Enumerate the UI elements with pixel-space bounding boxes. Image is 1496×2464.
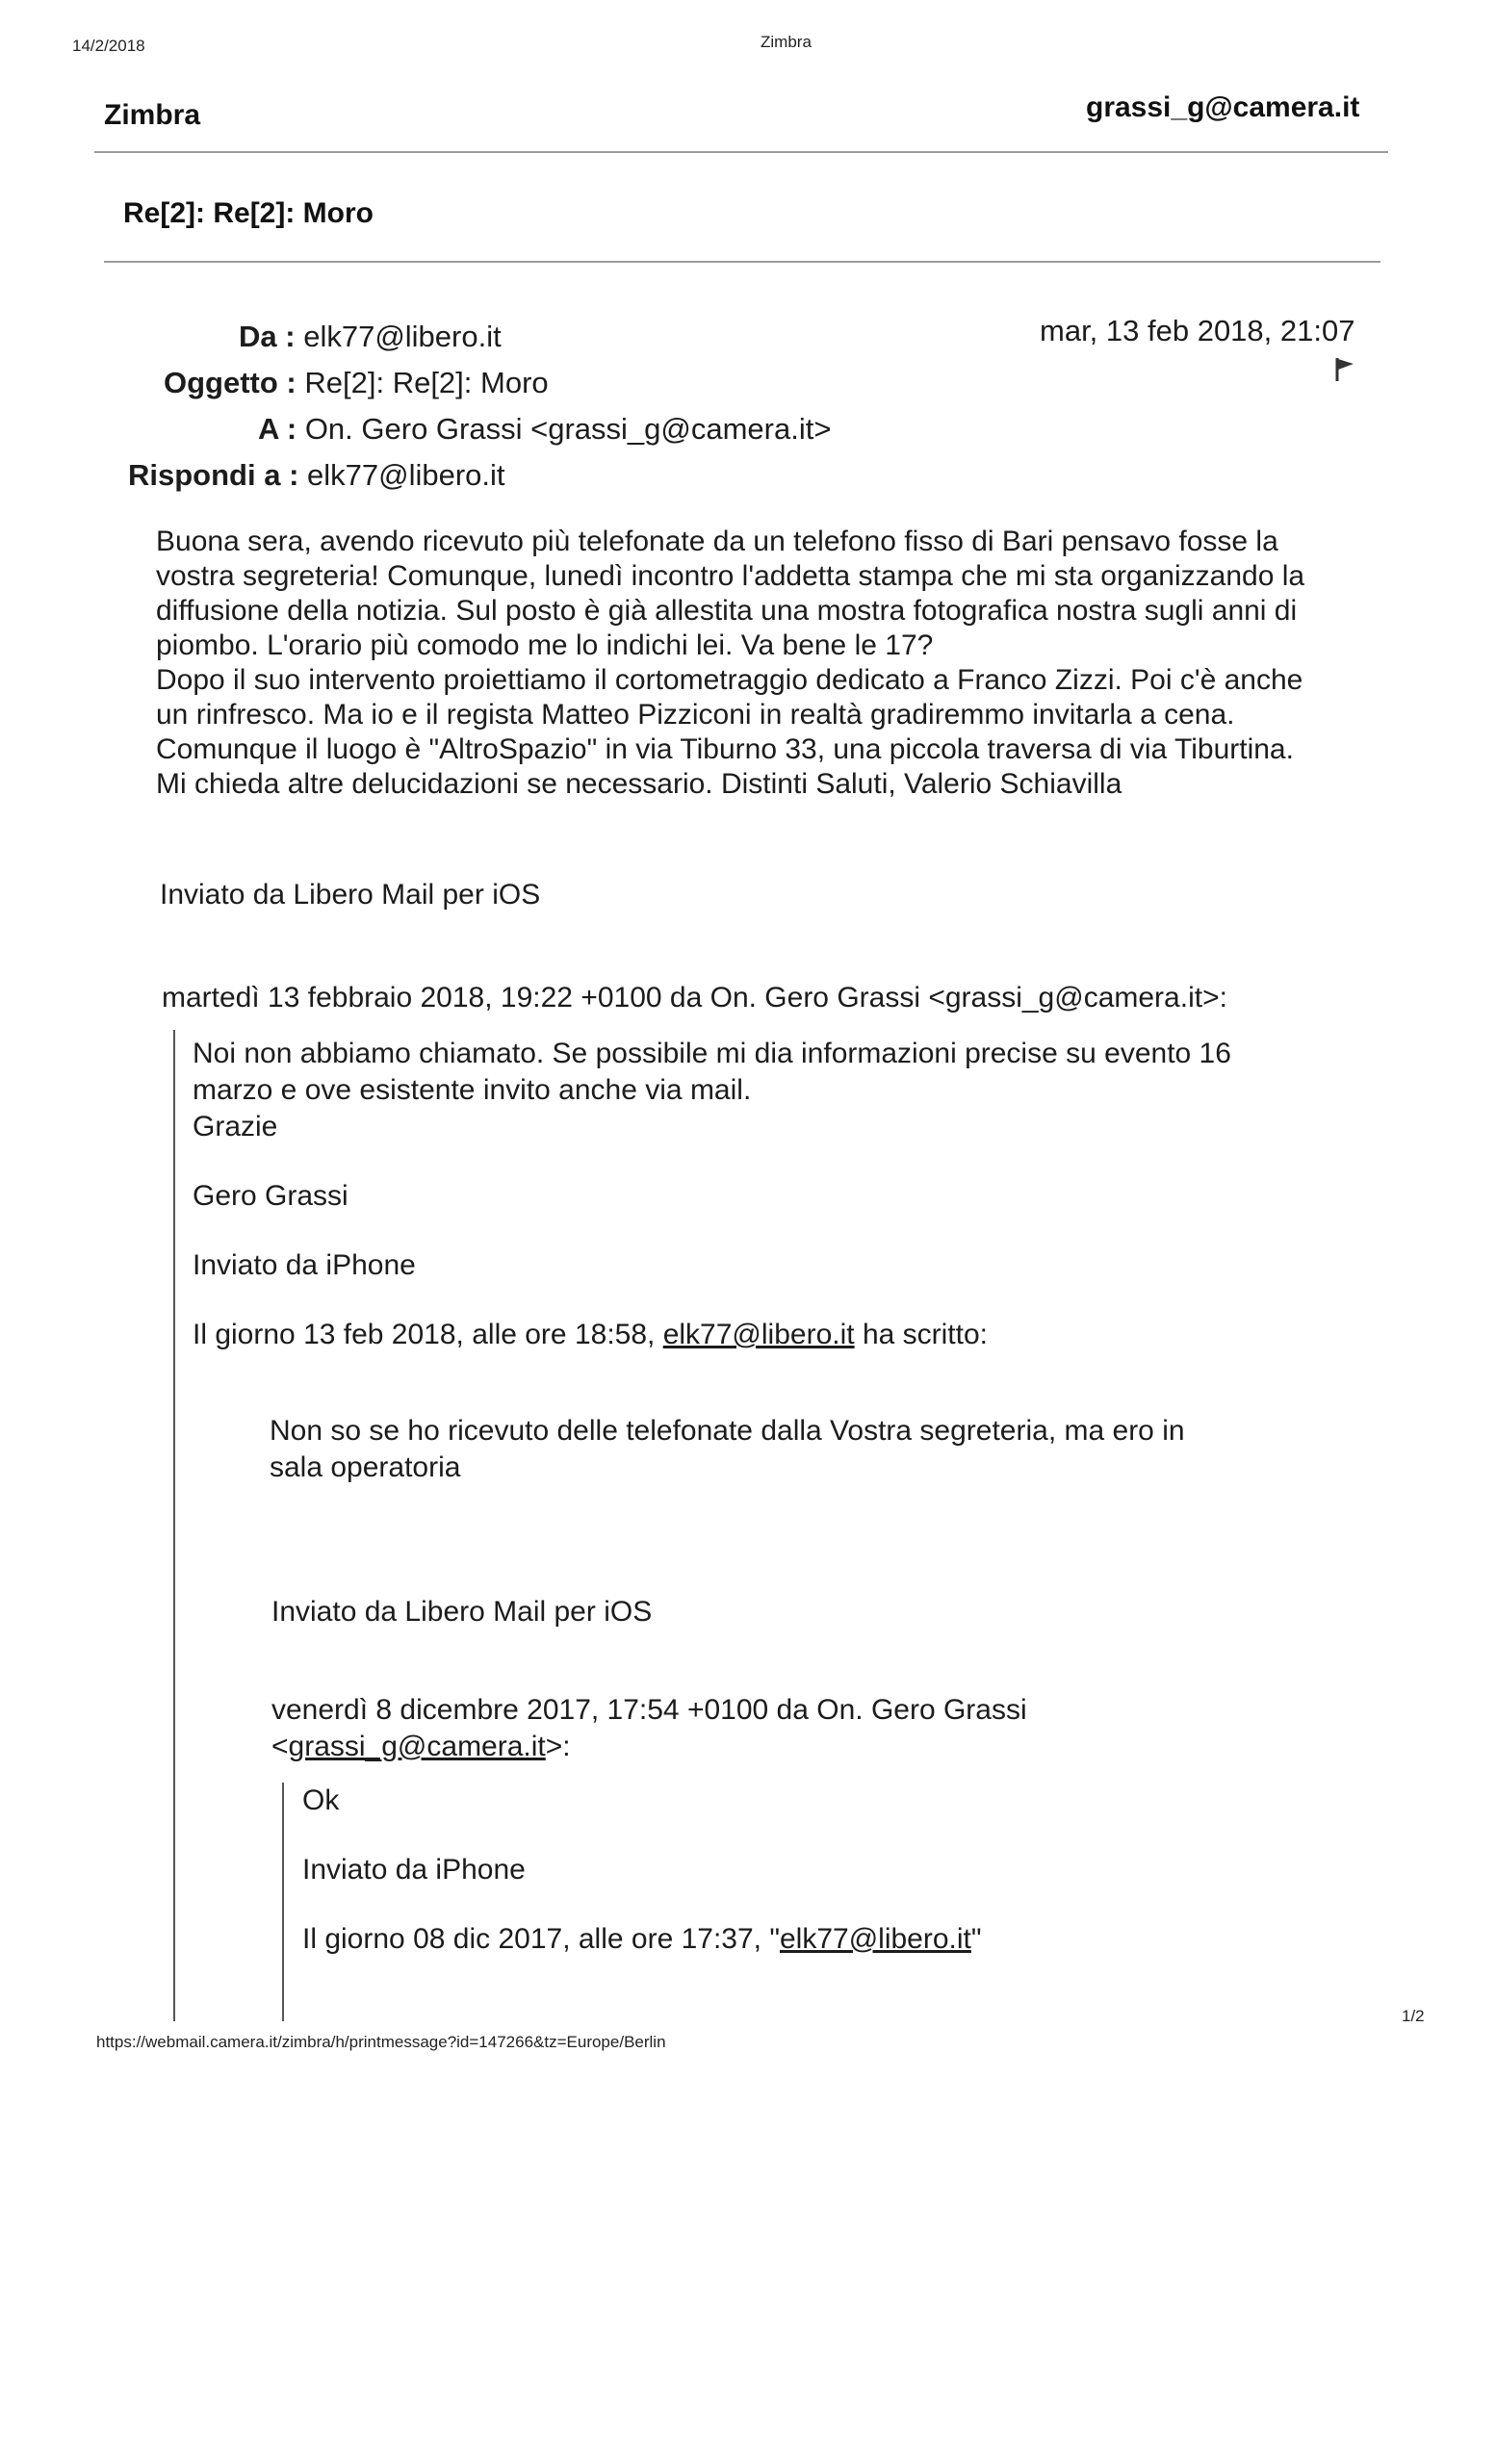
subject-row — [164, 366, 549, 400]
quote-header-close: >: — [545, 1731, 571, 1762]
quote-line: Grazie — [193, 1111, 278, 1142]
body-line: Mi chieda altre delucidazioni se necessario. Distinti Saluti, Valerio Schiavilla — [156, 768, 1122, 800]
subject-title: Re[2]: Re[2]: Moro — [123, 197, 374, 229]
subject-value: Re[2]: Re[2]: Moro — [304, 366, 549, 399]
footer-url: https://webmail.camera.it/zimbra/h/printmessage?id=147266&tz=Europe/Berlin — [96, 2033, 666, 2051]
quote-header-2 — [271, 1692, 1027, 1765]
quote-signature: Inviato da Libero Mail per iOS — [271, 1596, 653, 1628]
signature-libero: Inviato da Libero Mail per iOS — [160, 879, 541, 911]
quote-wrote-line — [193, 1319, 988, 1351]
email-link[interactable]: grassi_g@camera.it — [288, 1731, 546, 1762]
quote-line: Noi non abbiamo chiamato. Se possibile mi dia informazioni precise su evento 16 — [193, 1038, 1231, 1069]
quote-block — [193, 1036, 1231, 1145]
quote-sender-name: Gero Grassi — [193, 1180, 348, 1212]
print-title: Zimbra — [761, 33, 812, 51]
body-line: vostra segreteria! Comunque, lunedì incontro l'addetta stampa che mi sta organizzando la — [156, 560, 1305, 592]
quote-line: marzo e ove esistente invito anche via mail. — [193, 1074, 752, 1106]
quote-header-line — [271, 1729, 1027, 1765]
reply-to-row — [128, 458, 505, 493]
quote-header-line: venerdì 8 dicembre 2017, 17:54 +0100 da On. Gero Grassi — [271, 1694, 1027, 1726]
quote-line: sala operatoria — [270, 1451, 461, 1483]
print-date: 14/2/2018 — [72, 37, 145, 55]
quote-bar — [282, 1783, 284, 2021]
quote-wrote-prefix: Il giorno 08 dic 2017, alle ore 17:37, " — [302, 1923, 780, 1955]
header-divider — [94, 151, 1388, 153]
body-line: diffusione della notizia. Sul posto è già allestita una mostra fotografica nostra sugli anni di — [156, 595, 1298, 627]
message-date: mar, 13 feb 2018, 21:07 — [1040, 314, 1355, 347]
quote-wrote-line — [302, 1923, 982, 1956]
quote-sent-from: Inviato da iPhone — [302, 1854, 526, 1886]
reply-to-value: elk77@libero.it — [307, 458, 505, 492]
from-label: Da : — [239, 320, 296, 353]
body-line: Comunque il luogo è "AltroSpazio" in via Tiburno 33, una piccola traversa di via Tiburtina. — [156, 733, 1294, 765]
subject-label: Oggetto : — [164, 366, 297, 399]
to-row — [258, 412, 831, 447]
quote-header: martedì 13 febbraio 2018, 19:22 +0100 da On. Gero Grassi <grassi_g@camera.it>: — [162, 982, 1227, 1014]
email-link[interactable]: elk77@libero.it — [779, 1923, 971, 1955]
quote-block — [270, 1413, 1185, 1486]
email-link[interactable]: elk77@libero.it — [662, 1319, 855, 1350]
body-line: un rinfresco. Ma io e il regista Matteo Pizziconi in realtà gradiremmo invitarla a cena. — [156, 699, 1235, 731]
flag-icon[interactable] — [1334, 356, 1355, 383]
reply-to-label: Rispondi a : — [128, 458, 299, 492]
from-row — [239, 320, 502, 354]
body-line: Buona sera, avendo ricevuto più telefonate da un telefono fisso di Bari pensavo fosse la — [156, 526, 1278, 557]
quote-bar — [173, 1030, 175, 2021]
quote-header-open: < — [271, 1731, 289, 1762]
message-body — [156, 525, 1304, 802]
body-line: Dopo il suo intervento proiettiamo il cortometraggio dedicato a Franco Zizzi. Poi c'è anche — [156, 664, 1303, 696]
quote-wrote-prefix: Il giorno 13 feb 2018, alle ore 18:58, — [193, 1319, 656, 1350]
quote-line: Non so se ho ricevuto delle telefonate dalla Vostra segreteria, ma ero in — [270, 1415, 1185, 1447]
account-email: grassi_g@camera.it — [1086, 91, 1360, 123]
quote-wrote-suffix: " — [970, 1923, 982, 1955]
subject-divider — [104, 261, 1380, 263]
to-label: A : — [258, 412, 297, 446]
quote-sent-from: Inviato da iPhone — [193, 1249, 416, 1281]
to-value: On. Gero Grassi <grassi_g@camera.it> — [304, 412, 832, 446]
app-name: Zimbra — [104, 99, 201, 131]
body-line: piombo. L'orario più comodo me lo indichi lei. Va bene le 17? — [156, 629, 934, 661]
quote-line: Ok — [302, 1784, 340, 1816]
from-value: elk77@libero.it — [303, 320, 502, 353]
quote-wrote-suffix: ha scritto: — [862, 1319, 988, 1350]
page-number: 1/2 — [1402, 2007, 1425, 2025]
